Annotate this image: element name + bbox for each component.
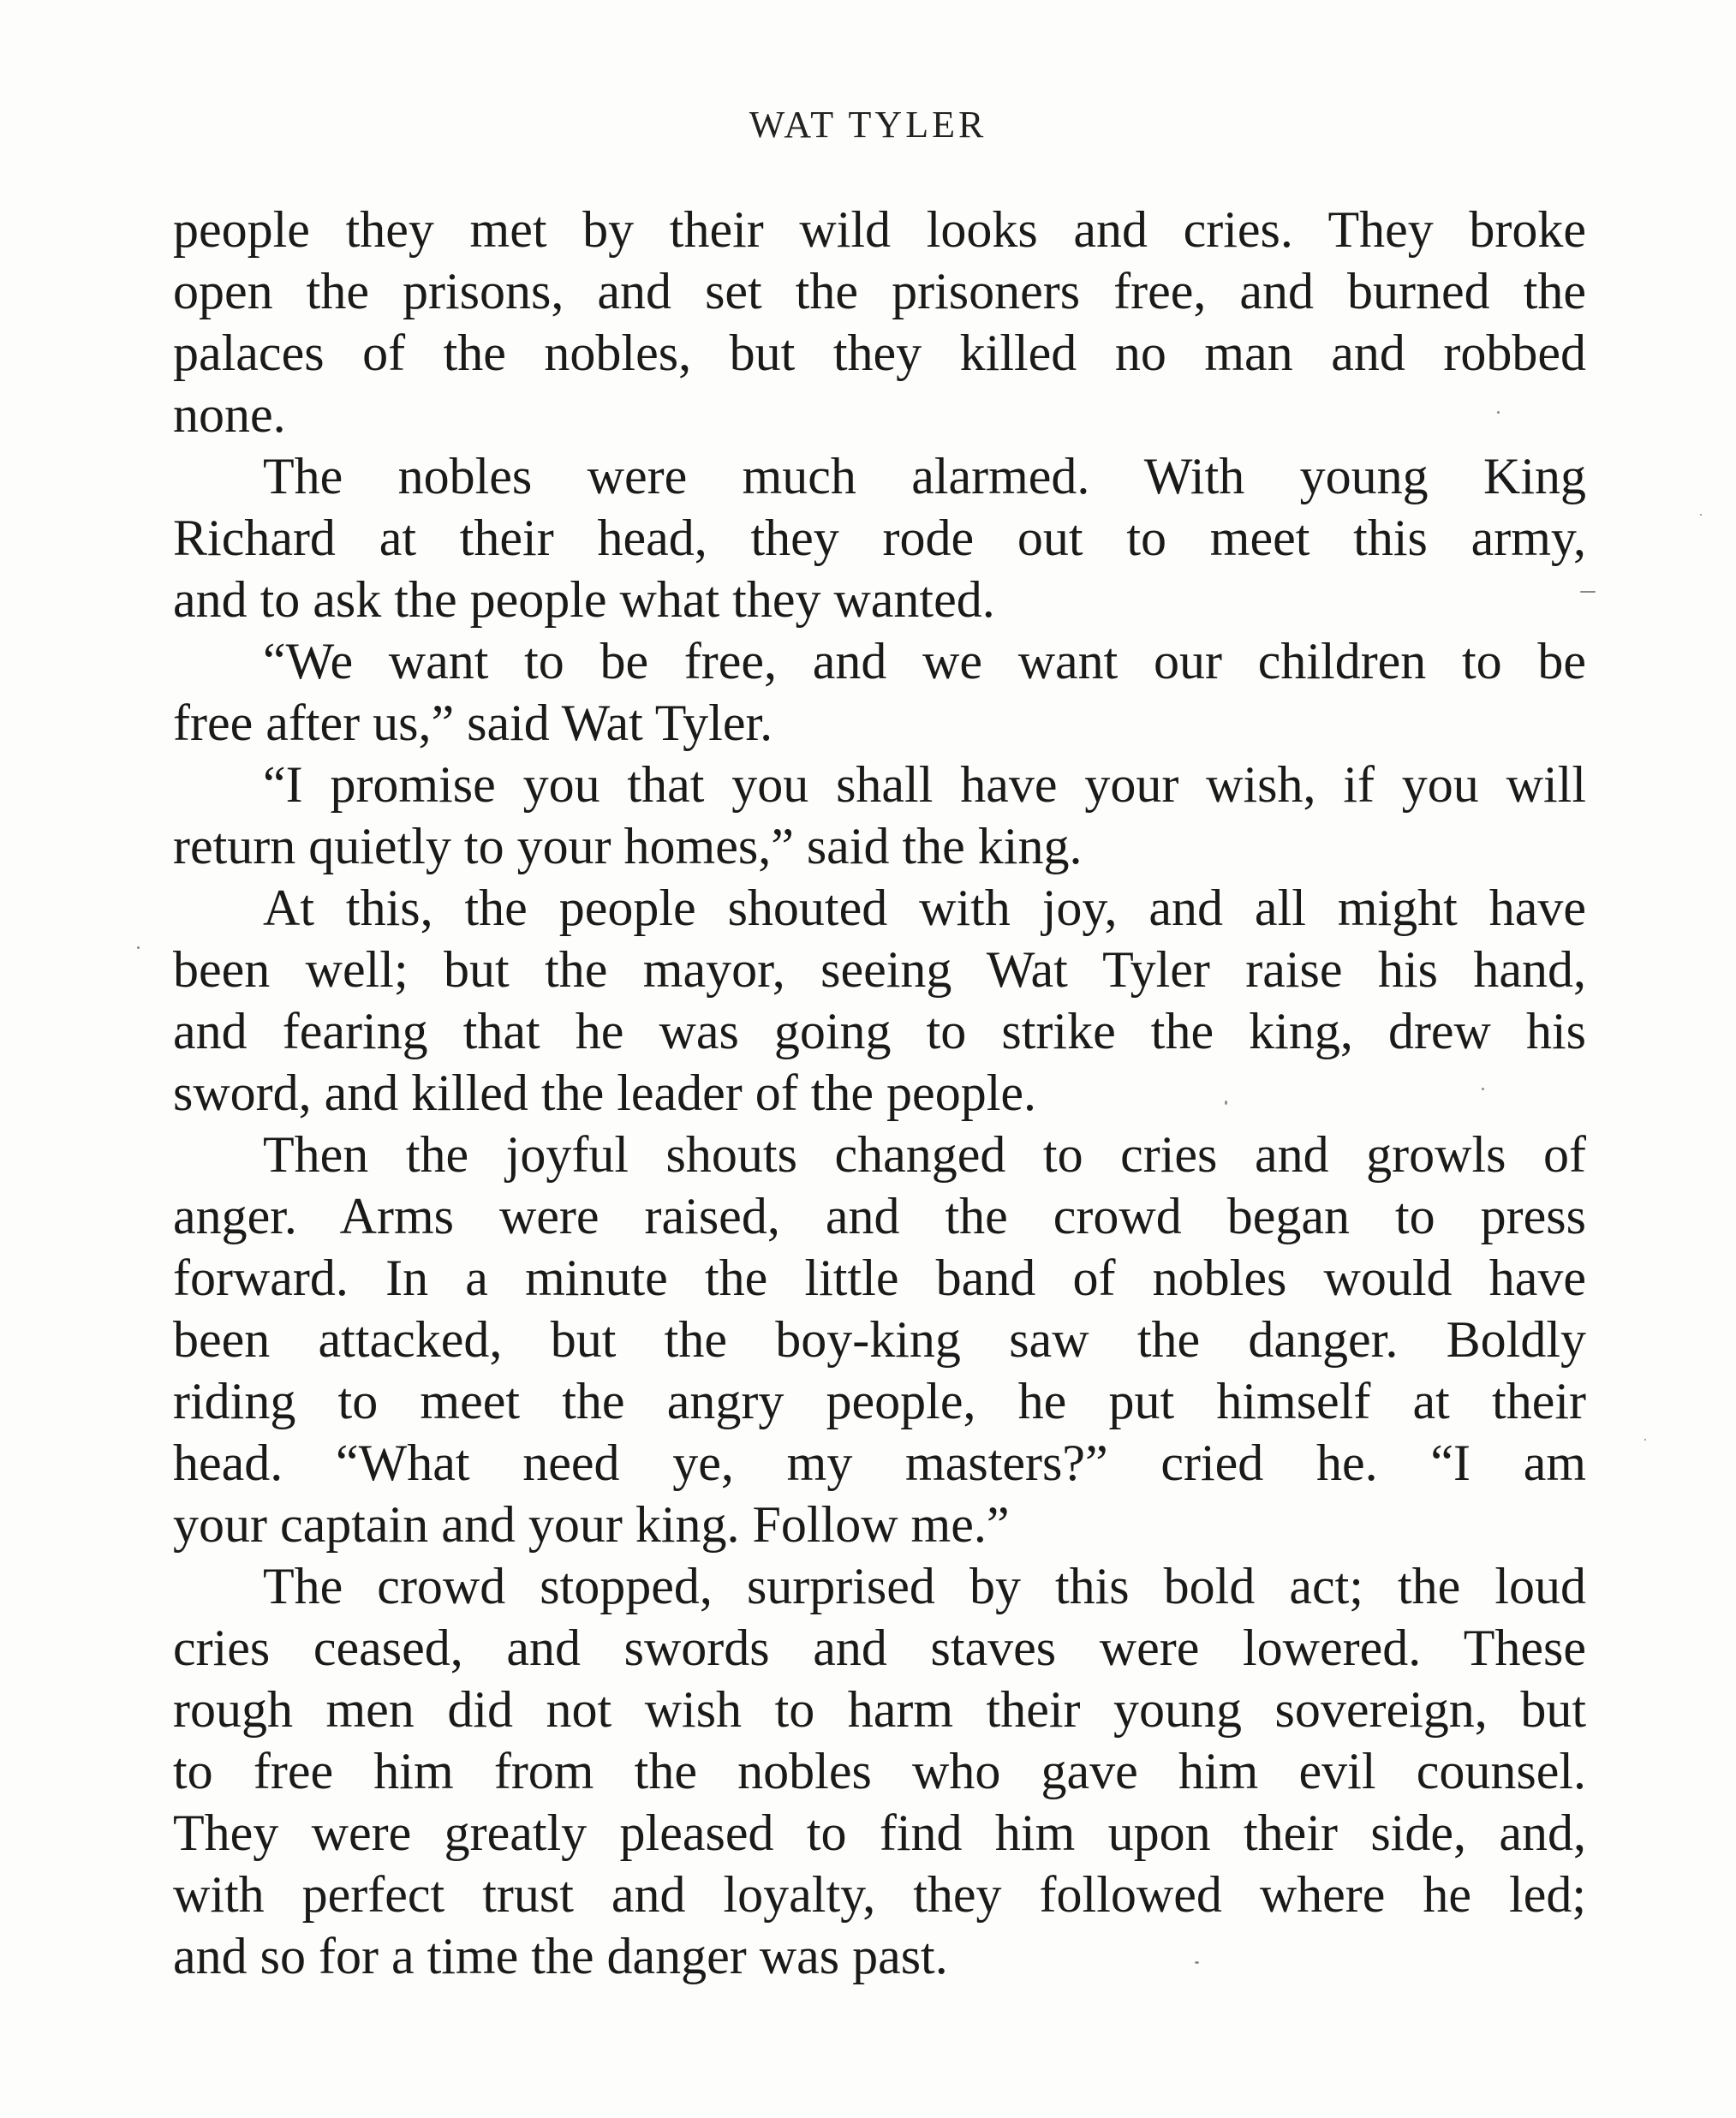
scan-speck: [1580, 591, 1596, 593]
text-line: people they met by their wild looks and cries. They broke: [173, 201, 1586, 258]
scan-speck: [1225, 1101, 1227, 1105]
text-line: Then the joyful shouts changed to cries and growls of: [263, 1126, 1586, 1183]
text-line: with perfect trust and loyalty, they followed where he led;: [173, 1866, 1586, 1923]
scan-speck: [1195, 1961, 1199, 1964]
text-line: open the prisons, and set the prisoners free, and burned the: [173, 263, 1586, 319]
text-line: your captain and your king. Follow me.”: [173, 1496, 1010, 1553]
scan-speck: [137, 946, 140, 949]
text-line: and to ask the people what they wanted.: [173, 571, 995, 628]
text-line: “I promise you that you shall have your wish, if you will: [263, 756, 1586, 813]
text-line: anger. Arms were raised, and the crowd began to press: [173, 1188, 1586, 1244]
scan-speck: [1700, 514, 1702, 516]
text-line: cries ceased, and swords and staves were lowered. These: [173, 1620, 1586, 1676]
text-line: Richard at their head, they rode out to meet this army,: [173, 510, 1586, 566]
text-line: to free him from the nobles who gave him evil counsel.: [173, 1743, 1586, 1799]
text-line: They were greatly pleased to find him upon their side, and,: [173, 1805, 1586, 1861]
text-line: “We want to be free, and we want our children to be: [263, 633, 1586, 689]
scan-speck: [1482, 1088, 1484, 1090]
text-line: The crowd stopped, surprised by this bold act; the loud: [263, 1558, 1586, 1614]
text-line: riding to meet the angry people, he put himself at their: [173, 1373, 1586, 1429]
text-line: return quietly to your homes,” said the king.: [173, 818, 1083, 874]
scan-speck: [1497, 411, 1500, 414]
text-line: palaces of the nobles, but they killed no man and robbed: [173, 325, 1586, 381]
text-line: been well; but the mayor, seeing Wat Tyler raise his hand,: [173, 941, 1586, 998]
text-line: forward. In a minute the little band of nobles would have: [173, 1250, 1586, 1306]
body-text: [173, 199, 1586, 1987]
text-line: The nobles were much alarmed. With young King: [263, 448, 1586, 504]
text-line: head. “What need ye, my masters?” cried he. “I am: [173, 1435, 1586, 1491]
text-line: and fearing that he was going to strike the king, drew his: [173, 1003, 1586, 1059]
text-line: sword, and killed the leader of the people.: [173, 1065, 1036, 1121]
text-line: free after us,” said Wat Tyler.: [173, 695, 773, 751]
text-line: and so for a time the danger was past.: [173, 1928, 948, 1984]
text-line: been attacked, but the boy-king saw the danger. Boldly: [173, 1311, 1586, 1368]
text-line: rough men did not wish to harm their young sovereign, but: [173, 1681, 1586, 1738]
text-line: none.: [173, 386, 286, 443]
scan-speck: [1644, 1439, 1646, 1441]
running-head: WAT TYLER: [749, 104, 987, 146]
text-line: At this, the people shouted with joy, and all might have: [263, 880, 1586, 936]
